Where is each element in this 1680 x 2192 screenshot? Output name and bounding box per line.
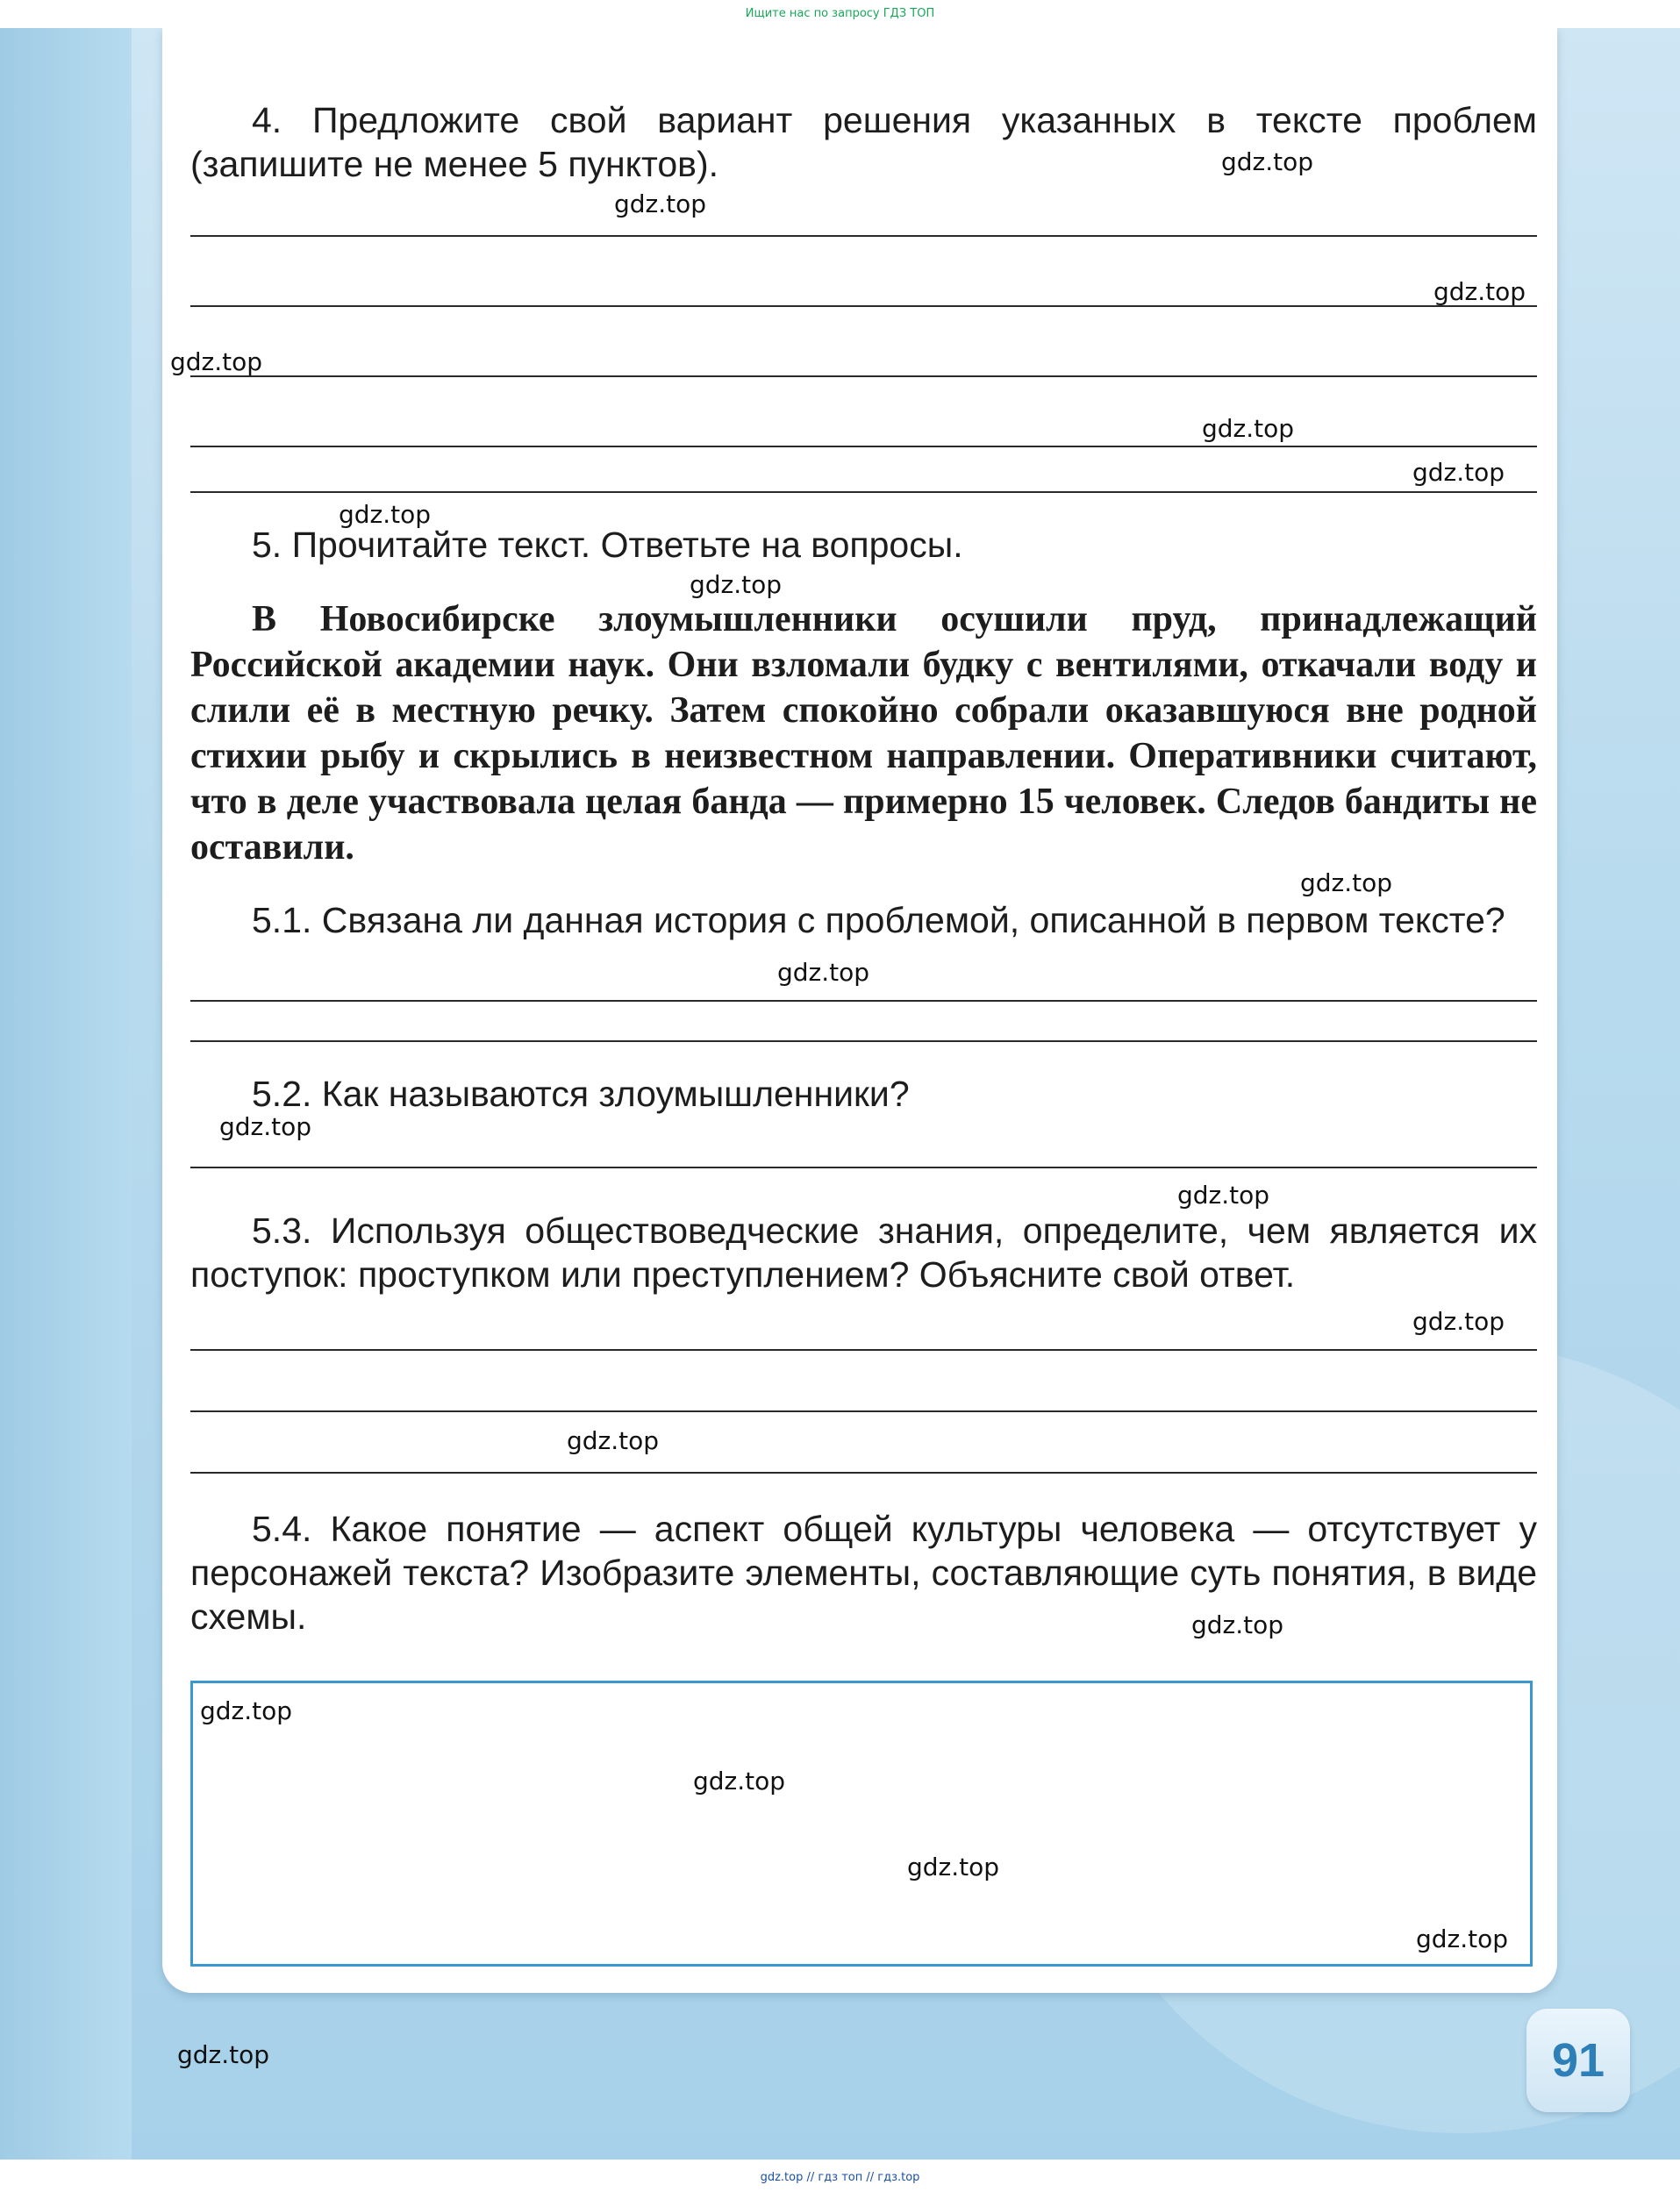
watermark: gdz.top — [567, 1426, 660, 1455]
watermark: gdz.top — [200, 1696, 293, 1725]
watermark: gdz.top — [1412, 1307, 1505, 1336]
answer-line[interactable] — [190, 1472, 1537, 1474]
page-number: 91 — [1551, 2034, 1605, 2087]
watermark: gdz.top — [614, 189, 707, 218]
decorative-band — [0, 28, 132, 2160]
watermark: gdz.top — [907, 1853, 1000, 1881]
watermark: gdz.top — [219, 1112, 312, 1141]
question-5-text: 5. Прочитайте текст. Ответьте на вопросы. — [252, 525, 963, 565]
question-5-4 — [190, 1507, 1537, 1639]
answer-line[interactable] — [190, 1410, 1537, 1412]
question-5-1 — [190, 898, 1537, 942]
watermark: gdz.top — [1433, 277, 1526, 306]
watermark: gdz.top — [1412, 458, 1505, 487]
question-5-4-text: 5.4. Какое понятие — аспект общей культуры человека — отсутствует у персонажей текста? Изобразите элементы, составляющие суть понятия, в виде схемы. — [190, 1509, 1537, 1637]
question-5-2 — [190, 1072, 1537, 1116]
passage-text: В Новосибирске злоумышленники осушили пруд, принадлежащий Российской академии наук. Они взломали будку с вентилями, откачали воду и слили её в местную речку. Затем спокойно собрали оказавшуюся вне родной стихии рыбу и скрылись в неизвестном направлении. Оперативники считают, что в деле участвовала целая банда — примерно 15 человек. Следов бандиты не оставили. — [190, 599, 1537, 868]
answer-line[interactable] — [190, 1349, 1537, 1351]
watermark: gdz.top — [693, 1767, 786, 1796]
reading-passage — [190, 596, 1537, 870]
question-5-1-text: 5.1. Связана ли данная история с проблемой, описанной в первом тексте? — [252, 900, 1505, 940]
watermark: gdz.top — [777, 958, 870, 987]
watermark: gdz.top — [177, 2040, 270, 2069]
page-number-tab — [1526, 2009, 1630, 2112]
answer-line[interactable] — [190, 375, 1537, 377]
watermark: gdz.top — [339, 500, 432, 529]
watermark: gdz.top — [170, 347, 263, 376]
answer-line[interactable] — [190, 446, 1537, 447]
answer-line[interactable] — [190, 235, 1537, 237]
answer-line[interactable] — [190, 1000, 1537, 1002]
watermark: gdz.top — [1202, 414, 1295, 443]
diagram-answer-box[interactable] — [190, 1681, 1533, 1967]
answer-line[interactable] — [190, 1167, 1537, 1168]
top-banner[interactable]: Ищите нас по запросу ГДЗ ТОП — [745, 7, 935, 20]
question-5-2-text: 5.2. Как называются злоумышленники? — [252, 1074, 910, 1114]
answer-line[interactable] — [190, 491, 1537, 493]
watermark: gdz.top — [1300, 868, 1393, 897]
watermark: gdz.top — [1191, 1610, 1284, 1639]
question-5-3-text: 5.3. Используя обществоведческие знания, определите, чем является их поступок: проступком или преступлением? Объясните свой ответ. — [190, 1210, 1537, 1295]
question-4 — [190, 98, 1537, 186]
watermark: gdz.top — [1416, 1924, 1509, 1953]
answer-line[interactable] — [190, 1040, 1537, 1042]
watermark: gdz.top — [690, 570, 783, 599]
bottom-banner[interactable]: gdz.top // гдз топ // гдз.top — [760, 2171, 920, 2184]
question-5-3 — [190, 1209, 1537, 1296]
watermark: gdz.top — [1221, 147, 1314, 176]
question-5 — [190, 523, 1537, 567]
question-4-text: 4. Предложите свой вариант решения указанных в тексте проблем (запишите не менее 5 пунктов). — [190, 100, 1537, 184]
watermark: gdz.top — [1177, 1181, 1270, 1210]
answer-line[interactable] — [190, 305, 1537, 307]
